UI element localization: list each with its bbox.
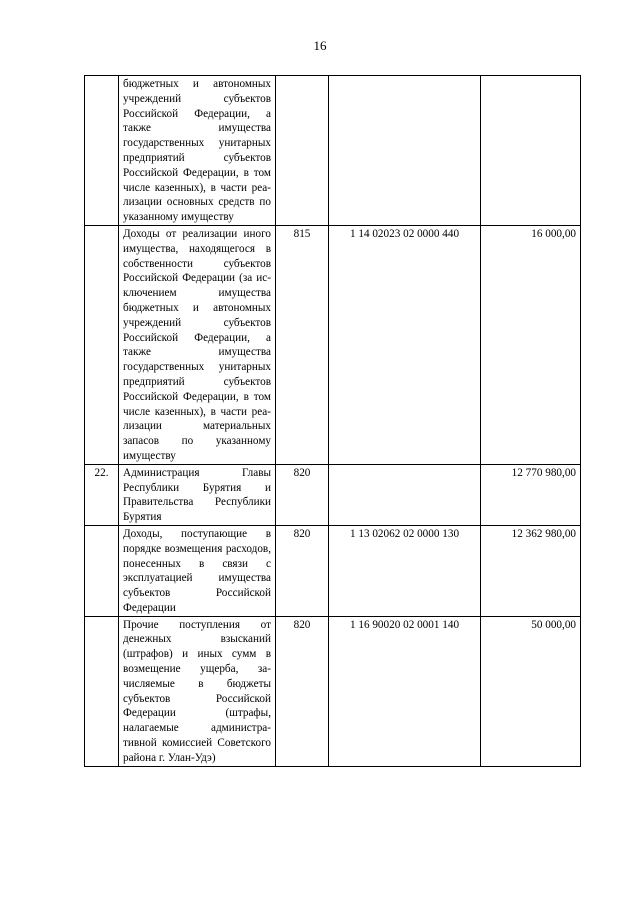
table-row (85, 464, 581, 525)
row-number (85, 616, 119, 766)
revenue-name: Администрация Главы Республики Бурятия и Правительства Республики Бурятия (119, 464, 276, 525)
revenue-name: Доходы от реализации иного имущества, находящегося в собственности субъектов Российской Федерации (за исключением имущества бюджетных и автономных учреждений субъектов Российской Федерации, а также имущества государственных унитарных предприятий субъектов Российской Федерации, в том числе казенных), в части реализации материальных запасов по указанному имуществу (119, 225, 276, 464)
page-number: 16 (313, 38, 327, 53)
row-number (85, 525, 119, 616)
table-row (85, 76, 581, 226)
table-row (85, 525, 581, 616)
budget-classification-code (329, 76, 481, 226)
amount: 16 000,00 (481, 225, 581, 464)
amount (481, 76, 581, 226)
budget-classification-code: 1 16 90020 02 0001 140 (329, 616, 481, 766)
budget-classification-code (329, 464, 481, 525)
amount: 50 000,00 (481, 616, 581, 766)
administrator-code (276, 76, 329, 226)
administrator-code: 820 (276, 525, 329, 616)
amount: 12 362 980,00 (481, 525, 581, 616)
revenue-table (84, 75, 581, 767)
row-number: 22. (85, 464, 119, 525)
administrator-code: 815 (276, 225, 329, 464)
amount: 12 770 980,00 (481, 464, 581, 525)
administrator-code: 820 (276, 464, 329, 525)
revenue-name: бюджетных и автономных учреждений субъектов Российской Федерации, а также имущества государственных унитарных предприятий субъектов Российской Федерации, в том числе казенных), в части реализации основных средств по указанному имуществу (119, 76, 276, 226)
table-row (85, 616, 581, 766)
budget-classification-code: 1 14 02023 02 0000 440 (329, 225, 481, 464)
administrator-code: 820 (276, 616, 329, 766)
table-row (85, 225, 581, 464)
budget-classification-code: 1 13 02062 02 0000 130 (329, 525, 481, 616)
row-number (85, 225, 119, 464)
revenue-name: Доходы, поступающие в порядке возмещения расходов, понесенных в связи с эксплуатацией имущества субъектов Российской Федерации (119, 525, 276, 616)
row-number (85, 76, 119, 226)
revenue-name: Прочие поступления от денежных взысканий (штрафов) и иных сумм в возмещение ущерба, зачисляемые в бюджеты субъектов Российской Федерации (штрафы, налагаемые административной комиссией Советского района г. Улан-Удэ) (119, 616, 276, 766)
